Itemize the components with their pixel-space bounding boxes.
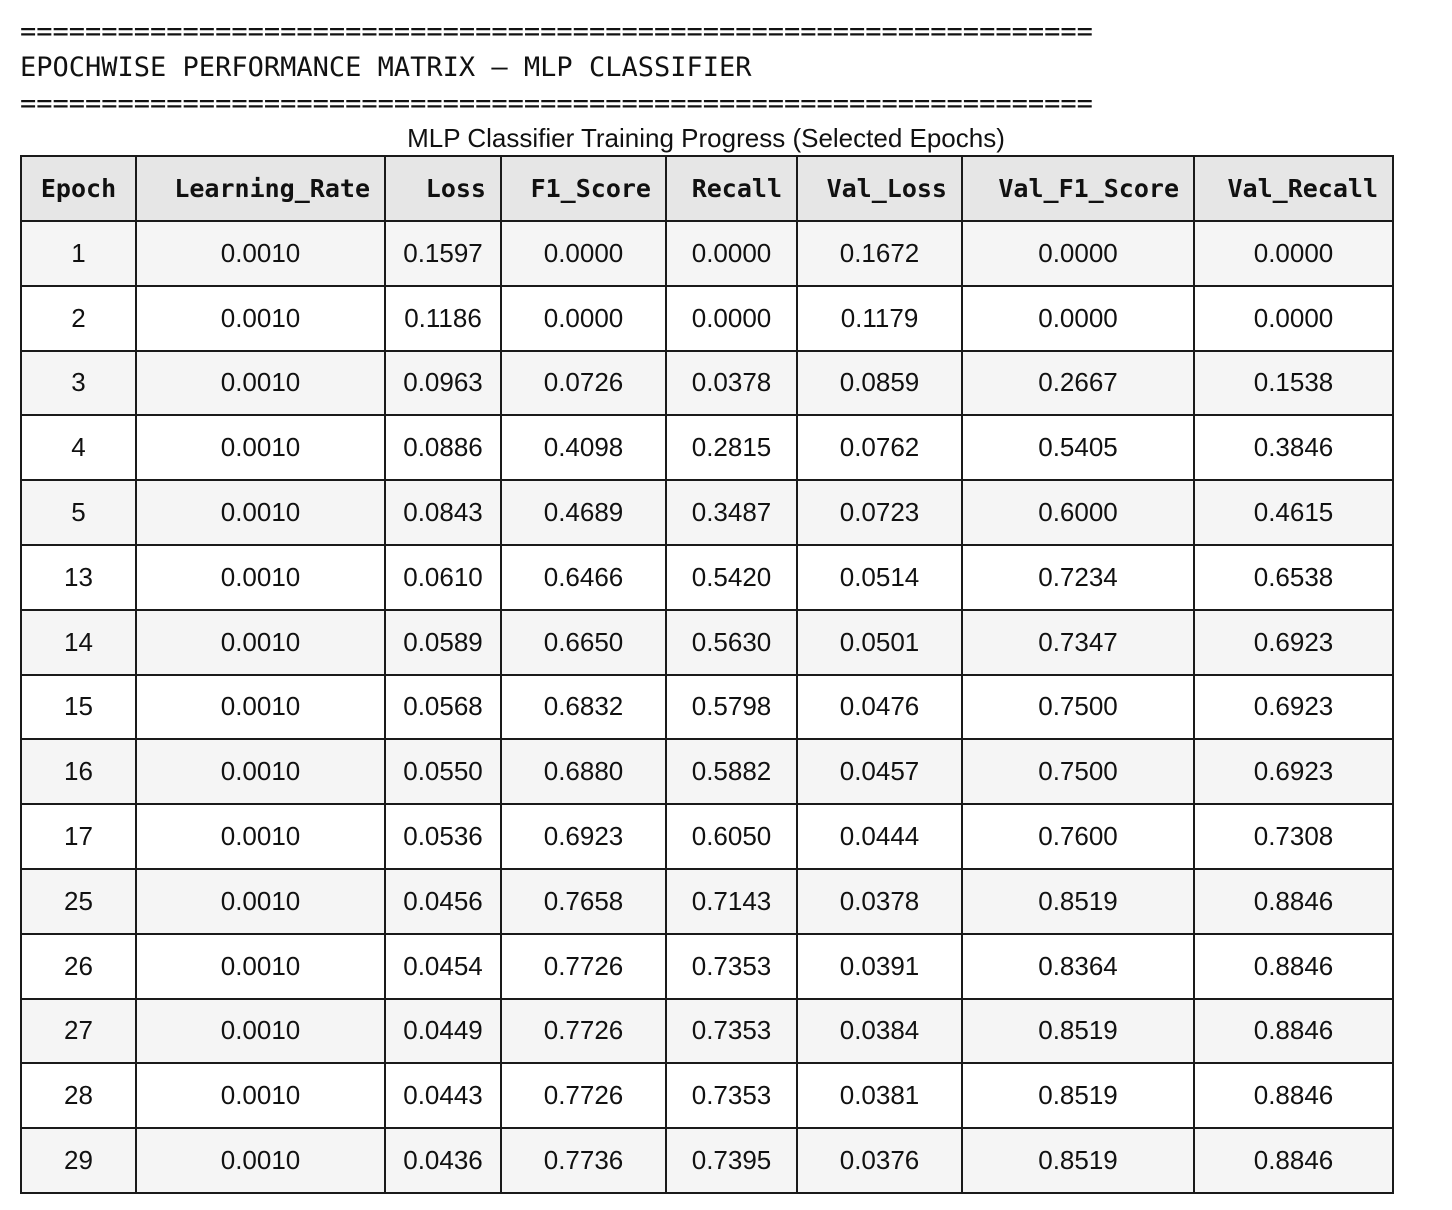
cell-learning-rate: 0.0010 (136, 675, 385, 740)
cell-learning-rate: 0.0010 (136, 869, 385, 934)
cell-val-loss: 0.0723 (797, 480, 962, 545)
cell-val-loss: 0.0378 (797, 869, 962, 934)
cell-val-loss: 0.0444 (797, 804, 962, 869)
cell-val-f1-score: 0.0000 (962, 286, 1194, 351)
cell-epoch: 28 (21, 1063, 136, 1128)
cell-val-f1-score: 0.0000 (962, 221, 1194, 286)
cell-val-loss: 0.0514 (797, 545, 962, 610)
table-row (21, 1063, 1393, 1128)
column-header-learning-rate: Learning_Rate (136, 156, 385, 221)
cell-val-loss: 0.0376 (797, 1128, 962, 1193)
cell-val-loss: 0.0476 (797, 675, 962, 740)
cell-recall: 0.6050 (666, 804, 797, 869)
cell-learning-rate: 0.0010 (136, 286, 385, 351)
cell-val-recall: 0.3846 (1194, 415, 1393, 480)
cell-epoch: 27 (21, 999, 136, 1064)
cell-recall: 0.7353 (666, 1063, 797, 1128)
table-row (21, 480, 1393, 545)
cell-epoch: 26 (21, 934, 136, 999)
cell-val-recall: 0.7308 (1194, 804, 1393, 869)
column-header-f1-score: F1_Score (501, 156, 666, 221)
cell-val-recall: 0.6538 (1194, 545, 1393, 610)
table-title: MLP Classifier Training Progress (Selected Epochs) (407, 123, 1005, 153)
cell-epoch: 16 (21, 739, 136, 804)
cell-val-recall: 0.8846 (1194, 869, 1393, 934)
table-row (21, 999, 1393, 1064)
cell-f1-score: 0.0000 (501, 286, 666, 351)
cell-epoch: 2 (21, 286, 136, 351)
column-header-val-loss: Val_Loss (797, 156, 962, 221)
cell-learning-rate: 0.0010 (136, 545, 385, 610)
cell-epoch: 3 (21, 351, 136, 416)
cell-val-loss: 0.0381 (797, 1063, 962, 1128)
cell-learning-rate: 0.0010 (136, 415, 385, 480)
cell-learning-rate: 0.0010 (136, 221, 385, 286)
cell-recall: 0.0000 (666, 286, 797, 351)
cell-recall: 0.7395 (666, 1128, 797, 1193)
cell-val-recall: 0.1538 (1194, 351, 1393, 416)
cell-val-recall: 0.6923 (1194, 610, 1393, 675)
column-header-val-f1-score: Val_F1_Score (962, 156, 1194, 221)
cell-val-recall: 0.0000 (1194, 286, 1393, 351)
cell-val-f1-score: 0.7500 (962, 739, 1194, 804)
cell-recall: 0.7353 (666, 934, 797, 999)
cell-f1-score: 0.7726 (501, 1063, 666, 1128)
cell-f1-score: 0.6832 (501, 675, 666, 740)
cell-val-f1-score: 0.8519 (962, 999, 1194, 1064)
cell-epoch: 1 (21, 221, 136, 286)
cell-f1-score: 0.6880 (501, 739, 666, 804)
cell-f1-score: 0.0726 (501, 351, 666, 416)
cell-recall: 0.0000 (666, 221, 797, 286)
cell-val-f1-score: 0.7234 (962, 545, 1194, 610)
cell-loss: 0.0456 (385, 869, 501, 934)
table-row (21, 545, 1393, 610)
cell-epoch: 25 (21, 869, 136, 934)
cell-f1-score: 0.7726 (501, 999, 666, 1064)
cell-val-recall: 0.4615 (1194, 480, 1393, 545)
cell-loss: 0.0568 (385, 675, 501, 740)
table-row (21, 934, 1393, 999)
cell-learning-rate: 0.0010 (136, 1063, 385, 1128)
cell-val-f1-score: 0.7347 (962, 610, 1194, 675)
cell-val-f1-score: 0.7600 (962, 804, 1194, 869)
cell-val-recall: 0.6923 (1194, 675, 1393, 740)
column-header-epoch: Epoch (21, 156, 136, 221)
cell-epoch: 15 (21, 675, 136, 740)
cell-val-f1-score: 0.6000 (962, 480, 1194, 545)
column-header-recall: Recall (666, 156, 797, 221)
cell-val-recall: 0.8846 (1194, 1063, 1393, 1128)
cell-epoch: 29 (21, 1128, 136, 1193)
cell-val-f1-score: 0.2667 (962, 351, 1194, 416)
cell-val-f1-score: 0.7500 (962, 675, 1194, 740)
cell-learning-rate: 0.0010 (136, 480, 385, 545)
cell-f1-score: 0.7736 (501, 1128, 666, 1193)
table-row (21, 221, 1393, 286)
table-row (21, 869, 1393, 934)
cell-learning-rate: 0.0010 (136, 804, 385, 869)
cell-recall: 0.7353 (666, 999, 797, 1064)
column-header-loss: Loss (385, 156, 501, 221)
cell-loss: 0.0550 (385, 739, 501, 804)
console-output (20, 14, 1093, 122)
table-row (21, 415, 1393, 480)
cell-val-f1-score: 0.8519 (962, 869, 1194, 934)
cell-loss: 0.1597 (385, 221, 501, 286)
cell-val-f1-score: 0.8364 (962, 934, 1194, 999)
cell-f1-score: 0.4689 (501, 480, 666, 545)
cell-f1-score: 0.6466 (501, 545, 666, 610)
cell-loss: 0.0843 (385, 480, 501, 545)
cell-val-loss: 0.0859 (797, 351, 962, 416)
cell-learning-rate: 0.0010 (136, 999, 385, 1064)
table-row (21, 1128, 1393, 1193)
separator-top: ================================================================== (20, 16, 1093, 47)
cell-learning-rate: 0.0010 (136, 934, 385, 999)
cell-f1-score: 0.4098 (501, 415, 666, 480)
cell-val-recall: 0.8846 (1194, 1128, 1393, 1193)
header-row (21, 156, 1393, 221)
cell-f1-score: 0.7726 (501, 934, 666, 999)
cell-recall: 0.5630 (666, 610, 797, 675)
cell-val-loss: 0.0762 (797, 415, 962, 480)
cell-loss: 0.0449 (385, 999, 501, 1064)
cell-recall: 0.2815 (666, 415, 797, 480)
column-header-val-recall: Val_Recall (1194, 156, 1393, 221)
cell-val-loss: 0.0391 (797, 934, 962, 999)
cell-loss: 0.0536 (385, 804, 501, 869)
cell-learning-rate: 0.0010 (136, 351, 385, 416)
cell-val-recall: 0.8846 (1194, 934, 1393, 999)
console-heading: EPOCHWISE PERFORMANCE MATRIX – MLP CLASSIFIER (20, 52, 752, 83)
cell-loss: 0.0443 (385, 1063, 501, 1128)
performance-table (20, 155, 1394, 1194)
cell-val-loss: 0.1179 (797, 286, 962, 351)
cell-loss: 0.0886 (385, 415, 501, 480)
cell-val-recall: 0.6923 (1194, 739, 1393, 804)
cell-epoch: 4 (21, 415, 136, 480)
table-body (21, 221, 1393, 1193)
cell-recall: 0.5420 (666, 545, 797, 610)
cell-epoch: 14 (21, 610, 136, 675)
cell-loss: 0.0963 (385, 351, 501, 416)
table-row (21, 610, 1393, 675)
cell-val-loss: 0.0457 (797, 739, 962, 804)
cell-val-f1-score: 0.8519 (962, 1063, 1194, 1128)
cell-loss: 0.0454 (385, 934, 501, 999)
cell-f1-score: 0.0000 (501, 221, 666, 286)
table-row (21, 351, 1393, 416)
cell-recall: 0.3487 (666, 480, 797, 545)
cell-f1-score: 0.7658 (501, 869, 666, 934)
separator-bottom: ================================================================== (20, 88, 1093, 119)
cell-val-f1-score: 0.5405 (962, 415, 1194, 480)
cell-f1-score: 0.6650 (501, 610, 666, 675)
cell-learning-rate: 0.0010 (136, 610, 385, 675)
cell-val-recall: 0.0000 (1194, 221, 1393, 286)
table-row (21, 286, 1393, 351)
table-row (21, 804, 1393, 869)
cell-loss: 0.0589 (385, 610, 501, 675)
cell-val-loss: 0.1672 (797, 221, 962, 286)
cell-epoch: 5 (21, 480, 136, 545)
cell-loss: 0.0436 (385, 1128, 501, 1193)
cell-epoch: 13 (21, 545, 136, 610)
table-row (21, 675, 1393, 740)
cell-recall: 0.5882 (666, 739, 797, 804)
cell-learning-rate: 0.0010 (136, 739, 385, 804)
cell-f1-score: 0.6923 (501, 804, 666, 869)
table-row (21, 739, 1393, 804)
cell-loss: 0.1186 (385, 286, 501, 351)
cell-val-loss: 0.0384 (797, 999, 962, 1064)
cell-learning-rate: 0.0010 (136, 1128, 385, 1193)
cell-loss: 0.0610 (385, 545, 501, 610)
cell-recall: 0.0378 (666, 351, 797, 416)
cell-recall: 0.5798 (666, 675, 797, 740)
cell-recall: 0.7143 (666, 869, 797, 934)
cell-epoch: 17 (21, 804, 136, 869)
cell-val-f1-score: 0.8519 (962, 1128, 1194, 1193)
cell-val-recall: 0.8846 (1194, 999, 1393, 1064)
cell-val-loss: 0.0501 (797, 610, 962, 675)
